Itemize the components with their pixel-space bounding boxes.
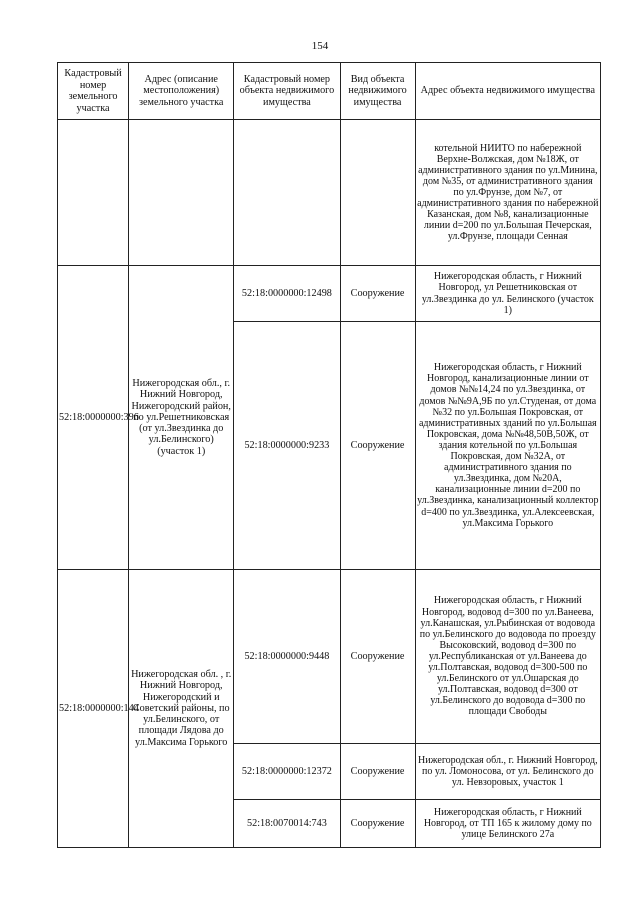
cell-land-number: 52:18:0000000:396 (58, 266, 129, 570)
cell-empty (58, 120, 129, 266)
cell-object-address: котельной НИИТО по набережной Верхне-Волжская, дом №18Ж, от административного здания по ул.Минина, дом №35, от административного здания по ул.Фрунзе, дом №7, от административного здания по набережной Казанская, дом №8, канализационные линии d=200 по ул.Большая Печерская, ул.Фрунзе, площади Сенная (415, 120, 600, 266)
cell-object-type: Сооружение (340, 322, 415, 570)
table-row (58, 570, 601, 744)
cell-object-address: Нижегородская область, г Нижний Новгород, водовод d=300 по ул.Ванеева, ул.Канашская, ул.Рыбинская от водовода по ул.Белинского до водовода по проезду Высоковский, водовод d=300 по ул.Республиканская от ул.Ванеева до ул.Полтавская, водовод d=300-500 по ул.Белинского от ул.Ошарская до ул.Полтавская, водовод d=300 от ул.Белинского до водовода d=300 по площади Свободы (415, 570, 600, 744)
cell-object-number: 52:18:0000000:12498 (234, 266, 340, 322)
cell-object-address: Нижегородская область, г Нижний Новгород, ул Решетниковская от ул.Звездинка до ул. Белинского (участок 1) (415, 266, 600, 322)
page-number: 154 (311, 40, 329, 52)
cell-object-type: Сооружение (340, 800, 415, 848)
cell-object-address: Нижегородская область, г Нижний Новгород, от ТП 165 к жилому дому по улице Белинского 27а (415, 800, 600, 848)
cell-land-address: Нижегородская обл., г. Нижний Новгород, Нижегородский район, по ул.Решетниковская (от ул.Звездинка до ул.Белинского) (участок 1) (129, 266, 234, 570)
cell-object-address: Нижегородская обл., г. Нижний Новгород, по ул. Ломоносова, от ул. Белинского до ул. Невзоровых, участок 1 (415, 744, 600, 800)
cell-object-number: 52:18:0000000:9233 (234, 322, 340, 570)
cell-object-type: Сооружение (340, 266, 415, 322)
header-object-type: Вид объекта недвижимого имущества (340, 63, 415, 120)
cell-empty (129, 120, 234, 266)
cell-object-number: 52:18:0070014:743 (234, 800, 340, 848)
header-object-number: Кадастровый номер объекта недвижимого имущества (234, 63, 340, 120)
table-header-row (58, 63, 601, 120)
table-row-continuation (58, 120, 601, 266)
cell-object-address: Нижегородская область, г Нижний Новгород, канализационные линии от домов №№14,24 по ул.Звездинка, от домов №№9А,9Б по ул.Студеная, от дома №32 по ул.Большая Покровская, от административных зданий по ул.Большая Покровская, дома №№48,50В,50Ж, от здания котельной по ул.Большая Покровская, дом №32А, от административного здания по ул.Звездинка, дом №20А, канализационные линии d=200 по ул.Звездинка, канализационный коллектор d=400 по ул.Звездинка, ул.Алексеевская, ул.Максима Горького (415, 322, 600, 570)
cell-empty (234, 120, 340, 266)
cell-land-number: 52:18:0000000:144 (58, 570, 129, 848)
cell-object-type: Сооружение (340, 744, 415, 800)
cell-empty (340, 120, 415, 266)
table-row (58, 266, 601, 322)
cell-land-address: Нижегородская обл. , г. Нижний Новгород, Нижегородский и Советский районы, по ул.Белинского, от площади Лядова до ул.Максима Горького (129, 570, 234, 848)
cadastral-table (57, 62, 601, 848)
header-object-address: Адрес объекта недвижимого имущества (415, 63, 600, 120)
cell-object-number: 52:18:0000000:9448 (234, 570, 340, 744)
header-land-number: Кадастровый номер земельного участка (58, 63, 129, 120)
cell-object-type: Сооружение (340, 570, 415, 744)
header-land-address: Адрес (описание местоположения) земельного участка (129, 63, 234, 120)
cell-object-number: 52:18:0000000:12372 (234, 744, 340, 800)
